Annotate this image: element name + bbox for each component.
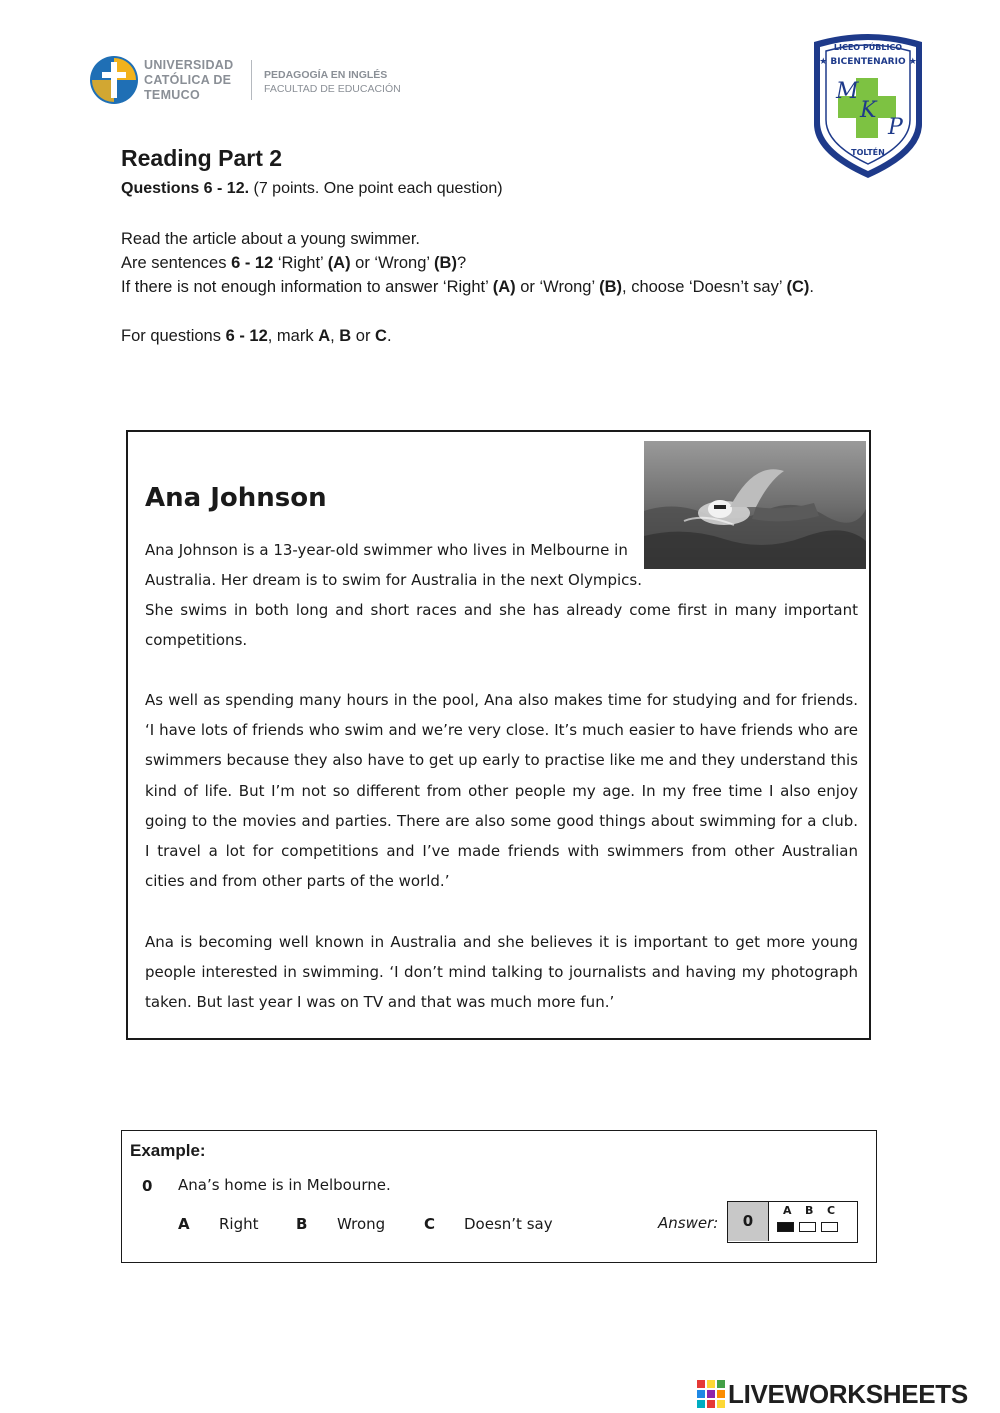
crest-initial-m: M [836,79,859,104]
option-b-text: Wrong [337,1215,386,1233]
crest-bottom-text: TOLTÉN [851,148,885,157]
instruction-line-1: Read the article about a young swimmer. [121,230,420,248]
answer-cell-b [799,1222,816,1232]
instruction-line-3: If there is not enough information to answer ‘Right’ (A) or ‘Wrong’ (B), choose ‘Doesn’t say’ (C). [121,278,814,296]
answer-label: Answer: [658,1214,719,1232]
page-title: Reading Part 2 [121,145,283,171]
liveworksheets-logo[interactable] [697,1377,968,1411]
answer-letter-c: C [827,1204,836,1217]
crest-initial-k: K [860,98,877,123]
logo-divider [251,60,252,100]
instruction-line-4: For questions 6 - 12, mark A, B or C. [121,327,392,345]
answer-letter-a: A [783,1204,792,1217]
university-name: UNIVERSIDAD CATÓLICA DE TEMUCO [144,58,234,102]
liveworksheets-text: LIVEWORKSHEETS [728,1378,968,1409]
article-paragraph-3: Ana is becoming well known in Australia and she believes it is important to get more young people interested in swimming. ‘I don’t mind talking to journalists and having my photograph taken. But last year I was on TV and that was much more fun.’ [145,933,858,1012]
article-title: Ana Johnson [145,483,327,513]
answer-grid [727,1201,858,1243]
example-label: Example: [130,1141,206,1160]
option-c-letter: C [424,1215,436,1233]
crest-initial-p: P [888,115,903,140]
crest-banner-text: ★ BICENTENARIO ★ [819,57,917,67]
option-c-text: Doesn’t say [464,1215,553,1233]
article-line-2: Australia. Her dream is to swim for Australia in the next Olympics. [145,571,643,589]
answer-cell-c [821,1222,838,1232]
article-paragraph-1: She swims in both long and short races and she has already come first in many important competitions. [145,601,858,650]
school-crest-icon [808,32,928,182]
example-box [121,1130,877,1263]
article-paragraph-2: As well as spending many hours in the pool, Ana also makes time for studying and for friends. ‘I have lots of friends who swim and we’re very close. It’s much easier to have friends who are swimmers because they also have to get up early to practise like me and they understand this kind of life. But I’m not so different from other people my age. In my free time I also enjoy going to the movies and parties. There are also some good things about swimming for a club. I travel a lot for competitions and I’ve made friends with swimmers from other Australian cities and from other parts of the world.’ [145,691,858,891]
answer-letter-b: B [805,1204,814,1217]
university-emblem-icon [88,54,140,106]
example-number: 0 [142,1177,153,1195]
answer-number: 0 [728,1202,769,1241]
answer-cell-a-filled [777,1222,794,1232]
swimmer-photo [644,441,866,569]
example-statement: Ana’s home is in Melbourne. [178,1176,391,1194]
liveworksheets-icon [697,1380,725,1408]
option-a-text: Right [219,1215,259,1233]
option-a-letter: A [178,1215,190,1233]
questions-info: Questions 6 - 12. (7 points. One point each question) [121,180,503,197]
department-text: PEDAGOGÍA EN INGLÉS FACULTAD DE EDUCACIÓN [264,69,401,95]
article-box [126,430,871,1040]
university-logo [88,54,408,110]
crest-top-text: LICEO PÚBLICO [833,43,903,52]
article-line-1: Ana Johnson is a 13-year-old swimmer who lives in Melbourne in [145,541,628,559]
instruction-line-2: Are sentences 6 - 12 ‘Right’ (A) or ‘Wrong’ (B)? [121,254,467,272]
option-b-letter: B [296,1215,308,1233]
